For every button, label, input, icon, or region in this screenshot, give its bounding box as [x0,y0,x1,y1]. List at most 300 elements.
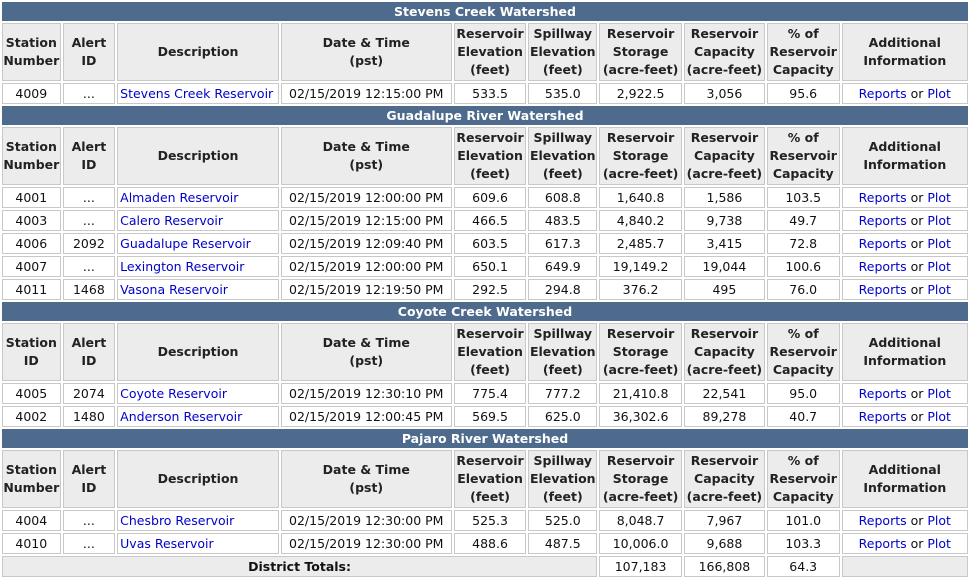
alert-id-cell: ... [63,210,116,231]
header-line: Reservoir [769,44,837,59]
alert-id-cell: ... [63,256,116,277]
header-line: Information [863,480,947,495]
alert-id-cell: ... [63,533,116,554]
header-line: Reservoir [456,130,524,145]
spillway-elevation-cell: 294.8 [528,279,597,300]
station-cell: 4005 [2,383,61,404]
header-line: ID [81,157,97,172]
header-line: Elevation [457,344,523,359]
header-line: (feet) [470,489,510,504]
datetime-cell: 02/15/2019 12:30:00 PM [281,510,452,531]
spillway-elevation-header [528,23,597,81]
header-line: Reservoir [456,453,524,468]
district-totals-label: District Totals: [2,556,597,577]
storage-cell: 8,048.7 [599,510,682,531]
total-capacity: 166,808 [684,556,765,577]
table-row [2,256,968,277]
header-line: ID [81,53,97,68]
header-line: Elevation [457,44,523,59]
or-text: or [906,513,928,528]
header-line: Additional [868,139,941,154]
capacity-header [684,450,765,508]
spillway-elevation-header [528,450,597,508]
reports-link[interactable]: Reports [858,236,907,251]
header-line: Spillway [533,26,593,41]
station-cell: 4002 [2,406,61,427]
header-line: Date & Time [322,35,410,50]
header-line: Description [157,471,239,486]
percent-capacity-header [767,450,840,508]
additional-info-cell [842,256,968,277]
header-line: Spillway [533,453,593,468]
spillway-elevation-cell: 535.0 [528,83,597,104]
header-line: Capacity [694,44,755,59]
description-cell [117,383,279,404]
or-text: or [906,86,928,101]
reservoir-elevation-cell: 292.5 [454,279,527,300]
station-header [2,450,61,508]
station-cell: 4001 [2,187,61,208]
header-line: Information [863,157,947,172]
alert-id-cell: 2074 [63,383,116,404]
header-line: Reservoir [606,453,675,468]
header-line: Storage [612,44,669,59]
description-cell [117,187,279,208]
station-cell: 4010 [2,533,61,554]
capacity-header [684,127,765,185]
spillway-elevation-cell: 777.2 [528,383,597,404]
capacity-cell: 1,586 [684,187,765,208]
storage-cell: 21,410.8 [599,383,682,404]
header-line: Information [863,353,947,368]
reports-link[interactable]: Reports [858,386,907,401]
header-line: Number [3,480,60,495]
header-line: (acre-feet) [686,166,763,181]
header-line: % of [787,130,819,145]
table-row [2,279,968,300]
header-line: Reservoir [690,26,759,41]
table-row [2,510,968,531]
alert-header [63,450,116,508]
station-header [2,323,61,381]
reservoir-link[interactable]: Chesbro Reservoir [120,513,235,528]
header-line: % of [787,453,819,468]
capacity-cell: 3,415 [684,233,765,254]
header-line: ID [81,480,97,495]
reservoir-elevation-cell: 488.6 [454,533,527,554]
percent-capacity-cell: 101.0 [767,510,840,531]
description-cell [117,210,279,231]
header-line: Additional [868,335,941,350]
storage-cell: 376.2 [599,279,682,300]
header-line: Elevation [457,148,523,163]
header-line: Alert [71,335,107,350]
column-header-row [2,450,968,508]
reservoir-elevation-cell: 603.5 [454,233,527,254]
alert-id-cell: ... [63,187,116,208]
capacity-cell: 3,056 [684,83,765,104]
storage-cell: 19,149.2 [599,256,682,277]
datetime-cell: 02/15/2019 12:00:00 PM [281,256,452,277]
capacity-cell: 9,738 [684,210,765,231]
header-line: Elevation [529,148,596,163]
reports-link[interactable]: Reports [858,190,907,205]
plot-link[interactable]: Plot [927,386,951,401]
datetime-header [281,23,452,81]
capacity-cell: 9,688 [684,533,765,554]
datetime-cell: 02/15/2019 12:15:00 PM [281,83,452,104]
datetime-cell: 02/15/2019 12:30:00 PM [281,533,452,554]
datetime-cell: 02/15/2019 12:19:50 PM [281,279,452,300]
plot-link[interactable]: Plot [927,409,951,424]
header-line: Reservoir [456,326,524,341]
total-percent-capacity: 64.3 [767,556,840,577]
additional-info-header [842,450,968,508]
alert-id-cell: ... [63,510,116,531]
datetime-cell: 02/15/2019 12:15:00 PM [281,210,452,231]
header-line: Reservoir [606,130,675,145]
header-line: Reservoir [690,326,759,341]
description-cell [117,83,279,104]
table-row [2,187,968,208]
alert-id-cell: ... [63,83,116,104]
or-text: or [906,236,928,251]
percent-capacity-cell: 103.3 [767,533,840,554]
capacity-cell: 7,967 [684,510,765,531]
header-line: Date & Time [322,462,410,477]
description-header [117,323,279,381]
percent-capacity-header [767,23,840,81]
column-header-row [2,127,968,185]
header-line: Reservoir [769,344,837,359]
storage-cell: 2,922.5 [599,83,682,104]
spillway-elevation-cell: 617.3 [528,233,597,254]
total-storage: 107,183 [599,556,682,577]
reservoir-link[interactable]: Guadalupe Reservoir [120,236,251,251]
header-line: Storage [612,148,669,163]
reservoir-elevation-header [454,323,527,381]
storage-header [599,23,682,81]
station-header [2,23,61,81]
reservoir-elevation-cell: 533.5 [454,83,527,104]
header-line: % of [787,26,819,41]
header-line: Spillway [533,130,593,145]
additional-info-cell [842,233,968,254]
header-line: Reservoir [606,326,675,341]
datetime-header [281,323,452,381]
header-line: Reservoir [769,148,837,163]
datetime-cell: 02/15/2019 12:09:40 PM [281,233,452,254]
plot-link[interactable]: Plot [927,259,951,274]
alert-header [63,127,116,185]
storage-cell: 1,640.8 [599,187,682,208]
header-line: (feet) [470,166,510,181]
description-cell [117,510,279,531]
station-cell: 4009 [2,83,61,104]
spillway-elevation-cell: 649.9 [528,256,597,277]
reservoir-elevation-cell: 525.3 [454,510,527,531]
storage-header [599,127,682,185]
spillway-elevation-cell: 487.5 [528,533,597,554]
station-cell: 4006 [2,233,61,254]
reservoir-link[interactable]: Vasona Reservoir [120,282,228,297]
header-line: Reservoir [769,471,837,486]
header-line: Capacity [694,148,755,163]
header-line: Capacity [694,471,755,486]
alert-id-cell: 1480 [63,406,116,427]
header-line: (feet) [470,62,510,77]
description-header [117,450,279,508]
header-line: Capacity [694,344,755,359]
spillway-elevation-cell: 525.0 [528,510,597,531]
percent-capacity-cell: 40.7 [767,406,840,427]
percent-capacity-cell: 76.0 [767,279,840,300]
description-cell [117,533,279,554]
description-header [117,127,279,185]
datetime-cell: 02/15/2019 12:00:45 PM [281,406,452,427]
header-line: (feet) [542,489,583,504]
plot-link[interactable]: Plot [927,190,951,205]
reports-link[interactable]: Reports [858,282,907,297]
table-row [2,533,968,554]
reservoir-elevation-cell: 650.1 [454,256,527,277]
station-cell: 4007 [2,256,61,277]
datetime-header [281,450,452,508]
header-line: (feet) [542,362,583,377]
capacity-cell: 89,278 [684,406,765,427]
header-line: Description [157,44,239,59]
alert-header [63,323,116,381]
or-text: or [906,213,928,228]
watershed-title-row [2,2,968,21]
additional-info-cell [842,406,968,427]
or-text: or [906,536,928,551]
watershed-title: Pajaro River Watershed [2,429,968,448]
or-text: or [906,282,928,297]
capacity-cell: 19,044 [684,256,765,277]
reservoir-elevation-cell: 569.5 [454,406,527,427]
plot-link[interactable]: Plot [927,513,951,528]
header-line: (pst) [349,480,384,495]
header-line: Elevation [529,344,596,359]
additional-info-header [842,127,968,185]
reservoir-link[interactable]: Stevens Creek Reservoir [120,86,274,101]
header-line: Alert [71,462,107,477]
header-line: (acre-feet) [602,62,679,77]
storage-cell: 10,006.0 [599,533,682,554]
header-line: (acre-feet) [686,362,763,377]
additional-info-header [842,323,968,381]
station-cell: 4003 [2,210,61,231]
spillway-elevation-cell: 608.8 [528,187,597,208]
header-line: Number [3,53,60,68]
additional-info-cell [842,187,968,208]
header-line: Date & Time [322,335,410,350]
header-line: Elevation [529,44,596,59]
additional-info-cell [842,533,968,554]
spillway-elevation-header [528,323,597,381]
capacity-header [684,323,765,381]
storage-header [599,450,682,508]
reservoir-elevation-cell: 609.6 [454,187,527,208]
header-line: ID [23,353,39,368]
description-cell [117,256,279,277]
reservoir-link[interactable]: Calero Reservoir [120,213,224,228]
alert-id-cell: 1468 [63,279,116,300]
station-cell: 4004 [2,510,61,531]
reports-link[interactable]: Reports [858,86,907,101]
header-line: Description [157,344,239,359]
description-cell [117,279,279,300]
header-line: Station [5,462,57,477]
header-line: Additional [868,35,941,50]
watershed-title: Guadalupe River Watershed [2,106,968,125]
reservoir-elevation-cell: 466.5 [454,210,527,231]
header-line: Storage [612,471,669,486]
or-text: or [906,190,928,205]
additional-info-header [842,23,968,81]
watershed-title: Stevens Creek Watershed [2,2,968,21]
header-line: Information [863,53,947,68]
header-line: Capacity [772,362,834,377]
plot-link[interactable]: Plot [927,213,951,228]
additional-info-cell [842,510,968,531]
reservoir-link[interactable]: Almaden Reservoir [120,190,239,205]
percent-capacity-cell: 72.8 [767,233,840,254]
header-line: (feet) [542,62,583,77]
header-line: Station [5,335,57,350]
additional-info-cell [842,210,968,231]
column-header-row [2,323,968,381]
datetime-cell: 02/15/2019 12:30:10 PM [281,383,452,404]
header-line: % of [787,326,819,341]
percent-capacity-cell: 49.7 [767,210,840,231]
table-row [2,210,968,231]
header-line: Additional [868,462,941,477]
plot-link[interactable]: Plot [927,86,951,101]
storage-header [599,323,682,381]
reservoir-link[interactable]: Lexington Reservoir [120,259,245,274]
header-line: (pst) [349,53,384,68]
percent-capacity-cell: 100.6 [767,256,840,277]
additional-info-cell [842,83,968,104]
capacity-cell: 495 [684,279,765,300]
storage-cell: 36,302.6 [599,406,682,427]
reservoir-elevation-header [454,127,527,185]
spillway-elevation-cell: 483.5 [528,210,597,231]
additional-info-cell [842,383,968,404]
header-line: (acre-feet) [686,489,763,504]
datetime-cell: 02/15/2019 12:00:00 PM [281,187,452,208]
reservoir-elevation-header [454,450,527,508]
watershed-title-row [2,302,968,321]
table-row [2,83,968,104]
header-line: (acre-feet) [602,489,679,504]
district-totals-row [2,556,968,577]
table-row [2,383,968,404]
header-line: (feet) [542,166,583,181]
percent-capacity-cell: 95.0 [767,383,840,404]
storage-cell: 2,485.7 [599,233,682,254]
header-line: (acre-feet) [686,62,763,77]
column-header-row [2,23,968,81]
header-line: Reservoir [456,26,524,41]
table-body [2,2,968,577]
header-line: (acre-feet) [602,166,679,181]
percent-capacity-header [767,323,840,381]
reservoir-link[interactable]: Anderson Reservoir [120,409,243,424]
spillway-elevation-cell: 625.0 [528,406,597,427]
watershed-title: Coyote Creek Watershed [2,302,968,321]
header-line: Reservoir [690,130,759,145]
storage-cell: 4,840.2 [599,210,682,231]
or-text: or [906,259,928,274]
totals-empty-cell [842,556,968,577]
station-cell: 4011 [2,279,61,300]
datetime-header [281,127,452,185]
additional-info-cell [842,279,968,300]
table-row [2,406,968,427]
percent-capacity-cell: 95.6 [767,83,840,104]
header-line: Storage [612,344,669,359]
header-line: Station [5,35,57,50]
capacity-cell: 22,541 [684,383,765,404]
watershed-title-row [2,106,968,125]
header-line: Description [157,148,239,163]
header-line: Date & Time [322,139,410,154]
header-line: Number [3,157,60,172]
reports-link[interactable]: Reports [858,213,907,228]
reservoir-elevation-header [454,23,527,81]
table-row [2,233,968,254]
header-line: (pst) [349,157,384,172]
description-cell [117,233,279,254]
header-line: (pst) [349,353,384,368]
plot-link[interactable]: Plot [927,282,951,297]
or-text: or [906,386,928,401]
percent-capacity-header [767,127,840,185]
percent-capacity-cell: 103.5 [767,187,840,208]
watershed-title-row [2,429,968,448]
header-line: Elevation [457,471,523,486]
plot-link[interactable]: Plot [927,536,951,551]
header-line: Capacity [772,166,834,181]
header-line: Capacity [772,489,834,504]
reservoir-link[interactable]: Coyote Reservoir [120,386,227,401]
header-line: Elevation [529,471,596,486]
plot-link[interactable]: Plot [927,236,951,251]
alert-header [63,23,116,81]
header-line: Capacity [772,62,834,77]
header-line: Alert [71,139,107,154]
header-line: Reservoir [606,26,675,41]
reservoir-link[interactable]: Uvas Reservoir [120,536,214,551]
header-line: (acre-feet) [602,362,679,377]
station-header [2,127,61,185]
reservoir-elevation-cell: 775.4 [454,383,527,404]
reports-link[interactable]: Reports [858,409,907,424]
description-cell [117,406,279,427]
header-line: Station [5,139,57,154]
description-header [117,23,279,81]
header-line: Alert [71,35,107,50]
reports-link[interactable]: Reports [858,513,907,528]
reports-link[interactable]: Reports [858,259,907,274]
alert-id-cell: 2092 [63,233,116,254]
header-line: Spillway [533,326,593,341]
capacity-header [684,23,765,81]
reports-link[interactable]: Reports [858,536,907,551]
